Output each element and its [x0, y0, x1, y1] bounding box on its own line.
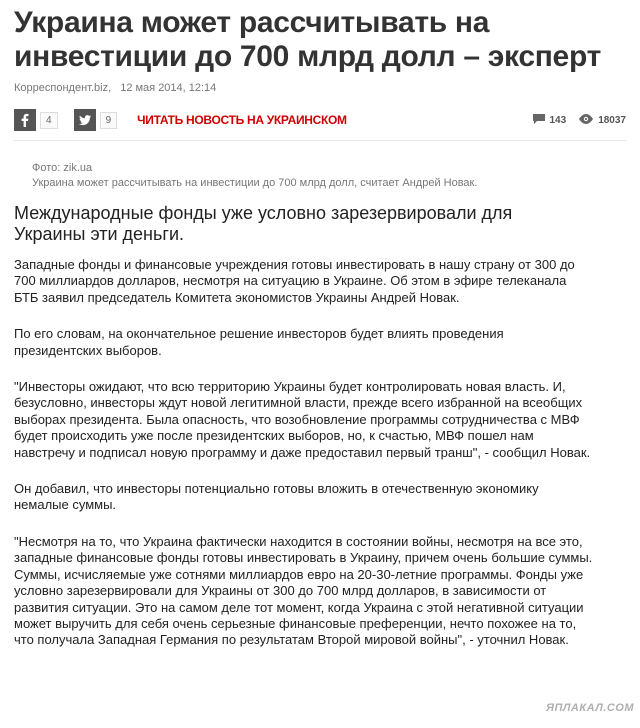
article	[14, 0, 626, 649]
twitter-icon	[74, 109, 96, 131]
photo-credit: Фото: zik.ua	[32, 162, 93, 174]
views-count: 18037	[598, 114, 626, 126]
comments-count: 143	[549, 114, 567, 126]
article-source[interactable]: Корреспондент.biz,	[14, 82, 112, 94]
read-in-ukrainian-link[interactable]: ЧИТАТЬ НОВОСТЬ НА УКРАИНСКОМ	[137, 113, 347, 127]
share-bar	[14, 108, 626, 141]
article-title: Украина может рассчитывать на инвестиции до 700 млрд долл – эксперт	[14, 6, 601, 73]
site-watermark: ЯПЛАКАЛ.COM	[545, 702, 634, 714]
facebook-share-count: 4	[40, 112, 58, 129]
article-lead: Международные фонды уже условно зарезервировали для Украины эти деньги.	[14, 203, 513, 244]
views-stat	[578, 114, 626, 127]
paragraph: По его словам, на окончательное решение инвесторов будет влиять проведения президентских выборов.	[14, 326, 504, 358]
photo-caption-text: Украина может рассчитывать на инвестиции до 700 млрд долл, считает Андрей Новак.	[32, 177, 478, 189]
article-stats	[520, 113, 627, 128]
comments-stat[interactable]	[532, 113, 567, 128]
facebook-icon	[14, 109, 36, 131]
paragraph: "Инвесторы ожидают, что всю территорию Украины будет контролировать новая власть. И, безусловно, инвесторы ждут новой легитимной власти, прежде всего избранной на всеобщих выборах президента. Была опасность, что возобновление программы сотрудничества с МВФ будет происходить уже после президентских выборов, но, к счастью, МВФ пошел нам навстречу и подписал новую программу и даже предоставил первый транш", - сообщил Новак.	[14, 379, 591, 460]
photo-caption	[32, 161, 626, 191]
twitter-share-button[interactable]	[74, 109, 118, 131]
paragraph: Он добавил, что инвесторы потенциально готовы вложить в отечественную экономику немалые суммы.	[14, 481, 539, 513]
article-meta	[14, 82, 626, 94]
paragraph: "Несмотря на то, что Украина фактически находится в состоянии войны, несмотря на все это, западные финансовые фонды готовы инвестировать в Украину, причем очень большие суммы. Суммы, исчисляемые уже сотнями миллиардов евро на 20-30-летние программы. Фонды уже условно зарезервировали для Украины от 300 до 700 млрд долларов, в зависимости от развития ситуации. Это на самом деле тот момент, когда Украина с этой негативной ситуации может выручить для себя очень серьезные финансовые преференции, нечто похожее на то, что получала Западная Германия по результатам Второй мировой войны", - уточнил Новак.	[14, 533, 593, 648]
article-date: 12 мая 2014, 12:14	[120, 82, 217, 94]
twitter-share-count: 9	[100, 112, 118, 129]
facebook-share-button[interactable]	[14, 109, 58, 131]
paragraph: Западные фонды и финансовые учреждения готовы инвестировать в нашу страну от 300 до 700 миллиардов долларов, несмотря на ситуацию в Украине. Об этом в эфире телеканала БТБ заявил председатель Комитета экономистов Украины Андрей Новак.	[14, 257, 575, 305]
eye-icon	[578, 114, 598, 127]
comment-icon	[532, 113, 550, 128]
article-body	[14, 257, 626, 649]
